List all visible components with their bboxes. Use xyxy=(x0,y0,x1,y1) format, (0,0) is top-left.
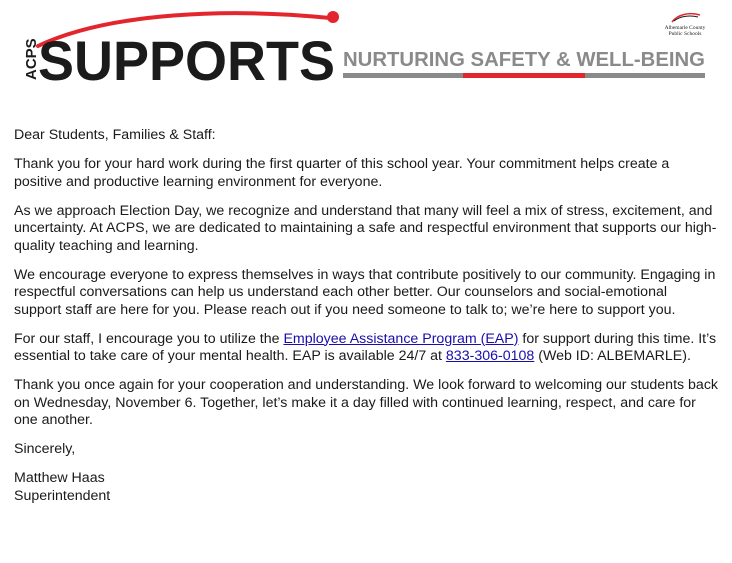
eap-link[interactable]: Employee Assistance Program (EAP) xyxy=(283,330,519,347)
swoosh-dot xyxy=(327,11,339,23)
tagline: NURTURING SAFETY & WELL-BEING xyxy=(343,49,705,71)
supports-title: SUPPORTS xyxy=(38,29,335,92)
signer-title: Superintendent xyxy=(14,487,111,504)
signer-name: Matthew Haas xyxy=(14,470,105,486)
p4-text-before: For our staff, I encourage you to utilize the xyxy=(14,330,284,347)
paragraph-1: Thank you for your hard work during the first quarter of this school year. Your commitment helps create a positive and productive learning environment for everyone. xyxy=(14,156,670,190)
tagline-bar-left xyxy=(343,73,463,78)
paragraph-2: As we approach Election Day, we recognize and understand that many will feel a mix of stress, excitement, and uncertainty. At ACPS, we are dedicated to maintaining a safe and respectful environment that supports our high-quality teaching and learning. xyxy=(14,202,717,254)
banner-graphic xyxy=(0,0,732,100)
tagline-bar-middle xyxy=(463,73,585,78)
acps-side-label: ACPS xyxy=(23,38,40,80)
district-logo xyxy=(665,14,706,37)
p4-text-after: (Web ID: ALBEMARLE). xyxy=(534,348,691,364)
closing: Sincerely, xyxy=(14,441,76,457)
eap-phone-link[interactable]: 833-306-0108 xyxy=(445,348,535,364)
greeting: Dear Students, Families & Staff: xyxy=(14,127,216,143)
p4-text-middle: for support during this time. It’s essential to take care of your mental health. EAP is available 24/7 at xyxy=(14,330,717,364)
letter-body xyxy=(14,127,718,505)
org-name-line1: Albemarle County xyxy=(664,25,706,31)
paragraph-3: We encourage everyone to express themselves in ways that contribute positively to our community. Engaging in respectful conversations can help us understand each other better. Our counselors and social-emotional support staff are here for you. Please reach out if you need someone to talk to; we’re here to support you. xyxy=(14,266,716,318)
acps-supports-banner xyxy=(0,0,732,100)
paragraph-4 xyxy=(14,331,718,366)
org-name-line2: Public Schools xyxy=(668,31,702,37)
tagline-bar-right xyxy=(585,73,705,78)
paragraph-5: Thank you once again for your cooperation and understanding. We look forward to welcoming our students back on Wednesday, November 6. Together, let’s make it a day filled with continued learning, respect, and care for one another. xyxy=(14,377,719,428)
